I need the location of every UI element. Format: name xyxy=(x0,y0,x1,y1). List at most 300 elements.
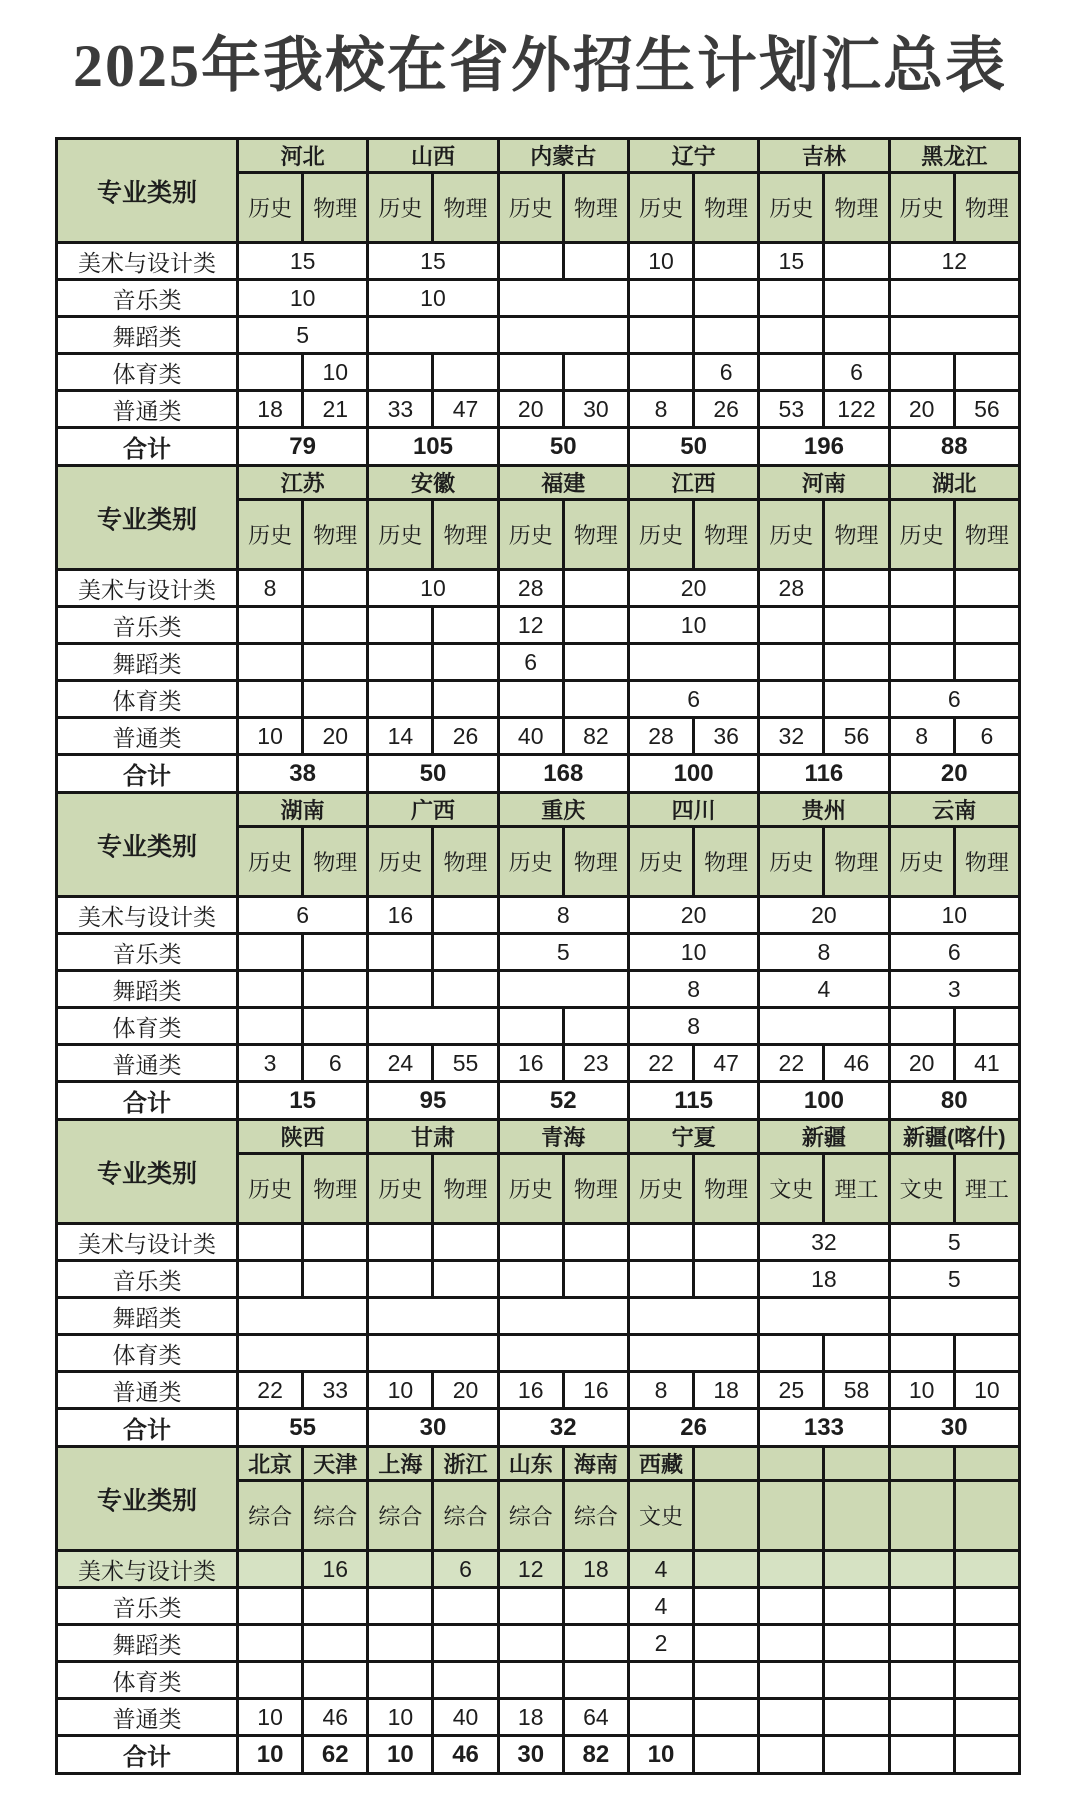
subject-header: 物理 xyxy=(954,827,1019,897)
total-cell: 62 xyxy=(303,1736,368,1774)
data-cell: 15 xyxy=(368,243,498,280)
data-cell: 3 xyxy=(889,971,1019,1008)
data-cell: 18 xyxy=(759,1261,889,1298)
row-label: 体育类 xyxy=(57,354,238,391)
data-cell xyxy=(628,1261,693,1298)
province-header: 广西 xyxy=(368,793,498,827)
data-cell xyxy=(954,1335,1019,1372)
data-cell: 6 xyxy=(433,1551,498,1588)
table-row xyxy=(57,1699,1020,1736)
data-cell xyxy=(824,681,889,718)
data-cell: 10 xyxy=(368,280,498,317)
province-header: 安徽 xyxy=(368,466,498,500)
data-cell: 8 xyxy=(628,971,758,1008)
total-cell: 52 xyxy=(498,1082,628,1120)
data-cell xyxy=(368,1551,433,1588)
data-cell xyxy=(694,1261,759,1298)
total-cell: 10 xyxy=(368,1736,433,1774)
subject-header xyxy=(889,1481,954,1551)
data-cell: 6 xyxy=(889,681,1019,718)
data-cell: 41 xyxy=(954,1045,1019,1082)
subject-header: 历史 xyxy=(889,500,954,570)
data-cell xyxy=(238,1298,368,1335)
data-cell xyxy=(628,644,758,681)
summary-table-body xyxy=(57,139,1020,1774)
row-label: 音乐类 xyxy=(57,1261,238,1298)
table-row xyxy=(57,1261,1020,1298)
province-header: 辽宁 xyxy=(628,139,758,173)
total-cell: 10 xyxy=(628,1736,693,1774)
province-header: 西藏 xyxy=(628,1447,693,1481)
data-cell: 28 xyxy=(498,570,563,607)
data-cell xyxy=(889,280,1019,317)
data-cell: 33 xyxy=(368,391,433,428)
data-cell xyxy=(303,607,368,644)
data-cell xyxy=(498,1625,563,1662)
data-cell xyxy=(433,1224,498,1261)
row-label: 普通类 xyxy=(57,718,238,755)
subject-header: 物理 xyxy=(824,827,889,897)
subject-header: 物理 xyxy=(954,173,1019,243)
data-cell: 8 xyxy=(628,391,693,428)
data-cell: 20 xyxy=(433,1372,498,1409)
total-cell: 55 xyxy=(238,1409,368,1447)
data-cell xyxy=(954,354,1019,391)
row-label: 音乐类 xyxy=(57,934,238,971)
table-row xyxy=(57,1662,1020,1699)
data-cell xyxy=(303,570,368,607)
data-cell: 18 xyxy=(563,1551,628,1588)
subject-header: 物理 xyxy=(303,827,368,897)
data-cell xyxy=(889,1625,954,1662)
subject-header: 物理 xyxy=(694,1154,759,1224)
subject-header: 物理 xyxy=(824,173,889,243)
subject-header: 历史 xyxy=(368,1154,433,1224)
corner-label: 专业类别 xyxy=(57,139,238,243)
table-row xyxy=(57,897,1020,934)
total-cell: 15 xyxy=(238,1082,368,1120)
data-cell xyxy=(238,681,303,718)
subject-header: 物理 xyxy=(303,173,368,243)
data-cell xyxy=(628,1335,758,1372)
data-cell xyxy=(694,243,759,280)
data-cell xyxy=(954,1699,1019,1736)
data-cell: 21 xyxy=(303,391,368,428)
data-cell xyxy=(238,1224,303,1261)
subject-header: 历史 xyxy=(759,827,824,897)
province-header: 吉林 xyxy=(759,139,889,173)
total-row xyxy=(57,755,1020,793)
data-cell xyxy=(889,570,954,607)
data-cell xyxy=(238,1551,303,1588)
province-header: 青海 xyxy=(498,1120,628,1154)
data-cell xyxy=(238,1588,303,1625)
subject-header: 物理 xyxy=(694,173,759,243)
data-cell xyxy=(824,607,889,644)
data-cell xyxy=(303,644,368,681)
data-cell xyxy=(694,1551,759,1588)
row-label: 舞蹈类 xyxy=(57,1298,238,1335)
data-cell xyxy=(368,681,433,718)
data-cell xyxy=(433,354,498,391)
data-cell xyxy=(433,1662,498,1699)
subject-header xyxy=(824,1481,889,1551)
data-cell xyxy=(368,971,433,1008)
data-cell xyxy=(759,1625,824,1662)
total-label: 合计 xyxy=(57,1409,238,1447)
data-cell: 46 xyxy=(303,1699,368,1736)
data-cell xyxy=(303,1008,368,1045)
data-cell: 32 xyxy=(759,1224,889,1261)
data-cell: 10 xyxy=(238,280,368,317)
total-cell xyxy=(759,1736,824,1774)
total-cell xyxy=(954,1736,1019,1774)
row-label: 美术与设计类 xyxy=(57,1551,238,1588)
data-cell xyxy=(824,570,889,607)
data-cell xyxy=(303,681,368,718)
data-cell: 64 xyxy=(563,1699,628,1736)
data-cell: 6 xyxy=(694,354,759,391)
corner-label: 专业类别 xyxy=(57,793,238,897)
subject-header: 历史 xyxy=(628,827,693,897)
data-cell: 5 xyxy=(889,1224,1019,1261)
data-cell xyxy=(303,1625,368,1662)
data-cell xyxy=(563,681,628,718)
data-cell xyxy=(303,1662,368,1699)
data-cell: 26 xyxy=(694,391,759,428)
total-cell: 80 xyxy=(889,1082,1019,1120)
data-cell: 20 xyxy=(303,718,368,755)
table-row xyxy=(57,1298,1020,1335)
data-cell xyxy=(889,607,954,644)
data-cell xyxy=(694,1662,759,1699)
subject-header: 历史 xyxy=(498,173,563,243)
total-row xyxy=(57,1736,1020,1774)
data-cell xyxy=(889,317,1019,354)
data-cell: 20 xyxy=(759,897,889,934)
data-cell xyxy=(498,971,628,1008)
total-cell: 100 xyxy=(759,1082,889,1120)
total-cell: 38 xyxy=(238,755,368,793)
province-header: 贵州 xyxy=(759,793,889,827)
data-cell: 10 xyxy=(368,1699,433,1736)
data-cell: 10 xyxy=(368,570,498,607)
summary-table xyxy=(55,137,1021,1775)
subject-header: 历史 xyxy=(238,1154,303,1224)
subject-header: 物理 xyxy=(694,500,759,570)
data-cell: 53 xyxy=(759,391,824,428)
data-cell xyxy=(433,934,498,971)
data-cell xyxy=(954,1662,1019,1699)
total-cell: 26 xyxy=(628,1409,758,1447)
row-label: 体育类 xyxy=(57,1335,238,1372)
subject-header: 文史 xyxy=(628,1481,693,1551)
data-cell xyxy=(498,1588,563,1625)
data-cell xyxy=(563,1588,628,1625)
total-cell: 50 xyxy=(498,428,628,466)
data-cell xyxy=(238,1335,368,1372)
row-label: 美术与设计类 xyxy=(57,570,238,607)
total-cell: 115 xyxy=(628,1082,758,1120)
subject-header: 物理 xyxy=(433,1154,498,1224)
data-cell xyxy=(498,1298,628,1335)
province-header: 河北 xyxy=(238,139,368,173)
data-cell xyxy=(238,971,303,1008)
province-header: 重庆 xyxy=(498,793,628,827)
data-cell xyxy=(824,317,889,354)
data-cell xyxy=(368,1224,433,1261)
data-cell xyxy=(498,1662,563,1699)
data-cell xyxy=(628,317,693,354)
data-cell: 18 xyxy=(238,391,303,428)
province-header: 陕西 xyxy=(238,1120,368,1154)
data-cell xyxy=(498,243,563,280)
data-cell: 8 xyxy=(889,718,954,755)
data-cell: 22 xyxy=(628,1045,693,1082)
data-cell xyxy=(759,681,824,718)
data-cell: 23 xyxy=(563,1045,628,1082)
row-label: 舞蹈类 xyxy=(57,1625,238,1662)
subject-header: 综合 xyxy=(238,1481,303,1551)
table-row xyxy=(57,1224,1020,1261)
subject-header: 历史 xyxy=(498,500,563,570)
row-label: 普通类 xyxy=(57,1699,238,1736)
data-cell xyxy=(238,1625,303,1662)
data-cell xyxy=(694,1699,759,1736)
data-cell xyxy=(628,354,693,391)
data-cell xyxy=(759,280,824,317)
table-row xyxy=(57,934,1020,971)
table-row xyxy=(57,971,1020,1008)
table-row xyxy=(57,1551,1020,1588)
data-cell xyxy=(238,1261,303,1298)
data-cell: 10 xyxy=(628,243,693,280)
province-header xyxy=(759,1447,824,1481)
data-cell xyxy=(368,1662,433,1699)
subject-header: 历史 xyxy=(368,827,433,897)
province-header: 黑龙江 xyxy=(889,139,1019,173)
data-cell xyxy=(759,1588,824,1625)
data-cell xyxy=(759,317,824,354)
data-cell xyxy=(368,317,498,354)
province-header: 湖南 xyxy=(238,793,368,827)
data-cell: 40 xyxy=(498,718,563,755)
data-cell xyxy=(759,644,824,681)
data-cell xyxy=(433,897,498,934)
data-cell xyxy=(368,607,433,644)
corner-label: 专业类别 xyxy=(57,466,238,570)
data-cell: 10 xyxy=(889,897,1019,934)
province-header: 新疆(喀什) xyxy=(889,1120,1019,1154)
data-cell: 16 xyxy=(563,1372,628,1409)
data-cell: 46 xyxy=(824,1045,889,1082)
total-label: 合计 xyxy=(57,1736,238,1774)
data-cell xyxy=(563,243,628,280)
data-cell xyxy=(563,1261,628,1298)
data-cell xyxy=(498,1224,563,1261)
data-cell xyxy=(563,354,628,391)
province-header: 天津 xyxy=(303,1447,368,1481)
province-header: 湖北 xyxy=(889,466,1019,500)
data-cell xyxy=(368,1261,433,1298)
province-header: 海南 xyxy=(563,1447,628,1481)
data-cell xyxy=(563,1224,628,1261)
data-cell: 20 xyxy=(628,897,758,934)
table-row xyxy=(57,570,1020,607)
data-cell xyxy=(303,1588,368,1625)
data-cell xyxy=(954,1625,1019,1662)
data-cell: 10 xyxy=(628,934,758,971)
data-cell xyxy=(628,280,693,317)
data-cell: 6 xyxy=(954,718,1019,755)
subject-header: 综合 xyxy=(498,1481,563,1551)
table-row xyxy=(57,317,1020,354)
province-header xyxy=(954,1447,1019,1481)
subject-header: 物理 xyxy=(433,500,498,570)
data-cell xyxy=(889,1008,954,1045)
subject-header: 综合 xyxy=(303,1481,368,1551)
data-cell xyxy=(889,1662,954,1699)
province-header: 江苏 xyxy=(238,466,368,500)
subject-header: 历史 xyxy=(889,827,954,897)
data-cell xyxy=(759,1662,824,1699)
subject-header: 物理 xyxy=(303,1154,368,1224)
data-cell: 28 xyxy=(628,718,693,755)
data-cell: 16 xyxy=(368,897,433,934)
total-cell xyxy=(824,1736,889,1774)
data-cell: 10 xyxy=(238,718,303,755)
data-cell xyxy=(238,1008,303,1045)
row-label: 美术与设计类 xyxy=(57,243,238,280)
data-cell xyxy=(368,354,433,391)
data-cell: 5 xyxy=(498,934,628,971)
total-row xyxy=(57,428,1020,466)
row-label: 体育类 xyxy=(57,681,238,718)
data-cell: 2 xyxy=(628,1625,693,1662)
subject-header: 物理 xyxy=(563,1154,628,1224)
data-cell: 6 xyxy=(824,354,889,391)
corner-label: 专业类别 xyxy=(57,1447,238,1551)
data-cell: 16 xyxy=(303,1551,368,1588)
data-cell: 3 xyxy=(238,1045,303,1082)
row-label: 舞蹈类 xyxy=(57,971,238,1008)
data-cell xyxy=(824,1551,889,1588)
subject-header: 历史 xyxy=(238,827,303,897)
subject-header: 综合 xyxy=(368,1481,433,1551)
subject-header: 文史 xyxy=(759,1154,824,1224)
data-cell xyxy=(498,1261,563,1298)
data-cell: 14 xyxy=(368,718,433,755)
total-cell: 30 xyxy=(889,1409,1019,1447)
subject-header: 历史 xyxy=(368,500,433,570)
data-cell: 20 xyxy=(889,1045,954,1082)
data-cell: 20 xyxy=(498,391,563,428)
data-cell xyxy=(498,317,628,354)
subject-header: 物理 xyxy=(824,500,889,570)
table-row xyxy=(57,607,1020,644)
data-cell xyxy=(954,607,1019,644)
data-cell: 47 xyxy=(694,1045,759,1082)
table-row xyxy=(57,681,1020,718)
table-row xyxy=(57,1335,1020,1372)
data-cell: 20 xyxy=(889,391,954,428)
data-cell: 8 xyxy=(498,897,628,934)
data-cell xyxy=(368,1008,498,1045)
data-cell xyxy=(498,681,563,718)
subject-header: 综合 xyxy=(433,1481,498,1551)
data-cell: 15 xyxy=(759,243,824,280)
data-cell xyxy=(498,280,628,317)
data-cell: 40 xyxy=(433,1699,498,1736)
data-cell xyxy=(628,1224,693,1261)
row-label: 普通类 xyxy=(57,1372,238,1409)
subject-header: 历史 xyxy=(759,500,824,570)
row-label: 普通类 xyxy=(57,1045,238,1082)
data-cell: 6 xyxy=(238,897,368,934)
total-cell: 30 xyxy=(498,1736,563,1774)
data-cell xyxy=(889,1335,954,1372)
data-cell xyxy=(889,1298,1019,1335)
data-cell xyxy=(498,354,563,391)
data-cell: 10 xyxy=(238,1699,303,1736)
row-label: 美术与设计类 xyxy=(57,897,238,934)
data-cell: 16 xyxy=(498,1372,563,1409)
data-cell: 22 xyxy=(238,1372,303,1409)
province-header xyxy=(889,1447,954,1481)
subject-header: 文史 xyxy=(889,1154,954,1224)
data-cell: 10 xyxy=(303,354,368,391)
data-cell xyxy=(433,1588,498,1625)
total-cell: 30 xyxy=(368,1409,498,1447)
data-cell xyxy=(759,1699,824,1736)
province-header: 上海 xyxy=(368,1447,433,1481)
data-cell: 12 xyxy=(498,607,563,644)
data-cell xyxy=(433,607,498,644)
province-header: 四川 xyxy=(628,793,758,827)
table-row xyxy=(57,718,1020,755)
row-label: 美术与设计类 xyxy=(57,1224,238,1261)
total-cell: 82 xyxy=(563,1736,628,1774)
subject-header: 历史 xyxy=(889,173,954,243)
total-cell: 100 xyxy=(628,755,758,793)
data-cell xyxy=(498,1008,563,1045)
total-cell: 116 xyxy=(759,755,889,793)
data-cell xyxy=(303,1224,368,1261)
data-cell xyxy=(889,1551,954,1588)
data-cell xyxy=(238,934,303,971)
data-cell: 10 xyxy=(628,607,758,644)
data-cell xyxy=(824,644,889,681)
province-header: 江西 xyxy=(628,466,758,500)
table-row xyxy=(57,1372,1020,1409)
table-row xyxy=(57,1625,1020,1662)
table-row xyxy=(57,280,1020,317)
row-label: 舞蹈类 xyxy=(57,644,238,681)
table-row xyxy=(57,243,1020,280)
data-cell xyxy=(759,607,824,644)
subject-header: 历史 xyxy=(498,827,563,897)
data-cell xyxy=(238,607,303,644)
total-label: 合计 xyxy=(57,755,238,793)
data-cell xyxy=(433,681,498,718)
subject-header: 物理 xyxy=(563,500,628,570)
data-cell xyxy=(759,1335,824,1372)
data-cell: 28 xyxy=(759,570,824,607)
data-cell xyxy=(368,1298,498,1335)
data-cell xyxy=(563,644,628,681)
subject-header: 历史 xyxy=(628,1154,693,1224)
data-cell: 8 xyxy=(238,570,303,607)
